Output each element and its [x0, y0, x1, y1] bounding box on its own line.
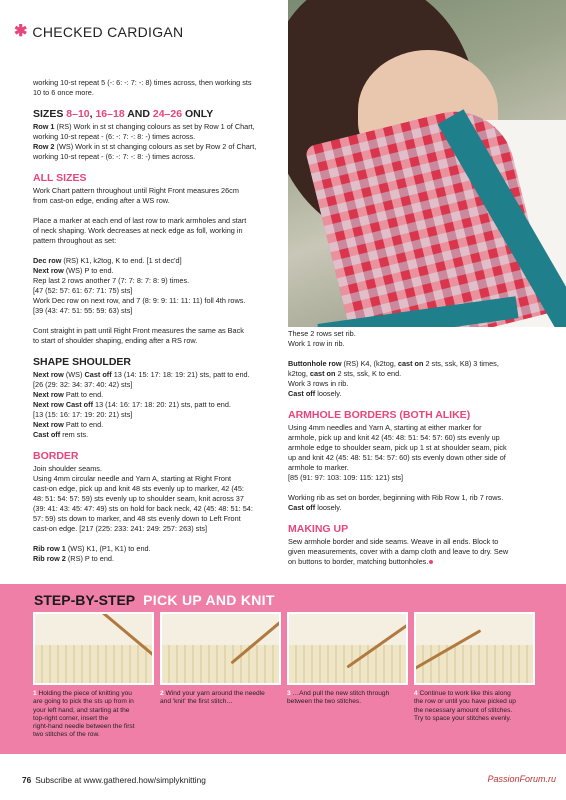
step-1-caption: 1 Holding the piece of knitting you are going to pick the sts up from in your left hand, and starting at the top-right corner, insert the right-hand needle between the first two stitches of the row.	[33, 690, 135, 739]
step-2-photo	[160, 612, 281, 685]
step-1-photo	[33, 612, 154, 685]
step-4-caption: 4 Continue to work like this along the row or until you have picked up the necessary amount of stitches. Try to space your stitches evenly.	[414, 690, 516, 722]
right-column	[288, 329, 554, 567]
watermark: PassionForum.ru	[487, 774, 556, 784]
step-2-caption: 2 Wind your yarn around the needle and 'knit' the first stitch…	[160, 690, 265, 706]
buttonhole-rows: Buttonhole row (RS) K4, (k2tog, cast on 2 sts, ssk, K8) 3 times, k2tog, cast on 2 sts, ssk, K to end. Work 3 rows in rib. Cast off loosely.	[288, 359, 499, 398]
left-column	[33, 78, 283, 564]
border-heading: BORDER	[33, 450, 79, 462]
all-sizes-p2: Place a marker at each end of last row to mark armholes and start of neck shaping. Work decreases at neck edge as foll, working in pattern throughout as set:	[33, 216, 247, 245]
border-paragraph: Join shoulder seams. Using 4mm circular needle and Yarn A, starting at Right Front cast-on edge, pick up and knit 48 sts evenly up to marker, 42 (45: 48: 51: 54: 57: 59) sts evenly up to shoulder seam, knit across 37 (39: 41: 43: 45: 47: 49) sts on hold for back neck, 42 (45: 48: 51: 54: 57: 59) sts down to marker, and 48 sts evenly down to Left Front cast-on edge. [217 (225: 233: 241: 249: 257: 263) sts]	[33, 464, 253, 533]
page-header	[14, 22, 183, 42]
all-sizes-p1: Work Chart pattern throughout until Right Front measures 26cm from cast-on edge, ending after a WS row.	[33, 186, 239, 205]
page-number: 76	[22, 775, 32, 785]
working-rib-paragraph: Working rib as set on border, beginning with Rib Row 1, rib 7 rows. Cast off loosely.	[288, 493, 504, 512]
intro-paragraph	[33, 78, 283, 98]
sizes-row1: Row 1 (RS) Work in st st changing colours as set by Row 1 of Chart, working 10-st repeat - (6: -: 7: -: 8: -) times across.	[33, 122, 255, 141]
sizes-heading: SIZES 8–10, 16–18 AND 24–26 ONLY	[33, 108, 214, 120]
page-footer	[22, 775, 206, 785]
cont-paragraph: Cont straight in patt until Right Front measures the same as Back to start of shoulder shaping, ending after a RS row.	[33, 326, 244, 345]
rib-rows: Rib row 1 (WS) K1, (P1, K1) to end. Rib row 2 (RS) P to end.	[33, 544, 151, 563]
making-up-paragraph: Sew armhole border and side seams. Weave in all ends. Block to given measurements, cover with a damp cloth and leave to dry. Sew on buttons to border, matching buttonholes.	[288, 537, 509, 566]
step-4-photo	[414, 612, 535, 685]
end-mark-icon	[429, 560, 433, 564]
step-3-photo	[287, 612, 408, 685]
step-by-step-title: STEP-BY-STEP PICK UP AND KNIT	[34, 592, 275, 608]
subscribe-link[interactable]: Subscribe at www.gathered.how/simplyknitting	[35, 775, 206, 785]
dec-rows: Dec row (RS) K1, k2tog, K to end. [1 st dec'd] Next row (WS) P to end. Rep last 2 rows another 7 (7: 7: 8: 7: 8: 9) times. [47 (52: 57: 61: 67: 71: 75) sts] Work Dec row on next row, and 7 (8: 9: 9: 11: 11: 11) foll 4th rows. [39 (43: 47: 51: 55: 59: 63) sts]	[33, 256, 246, 315]
asterisk-icon: ✱	[14, 23, 28, 40]
shape-shoulder-heading: SHAPE SHOULDER	[33, 356, 132, 368]
shoulder-rows: Next row (WS) Cast off 13 (14: 15: 17: 18: 19: 21) sts, patt to end. [26 (29: 32: 34: 37: 40: 42) sts] Next row Patt to end. Next row Cast off 13 (14: 16: 17: 18: 20: 21) sts, patt to end. [13 (15: 16: 17: 19: 20: 21) sts] Next row Patt to end. Cast off rem sts.	[33, 370, 250, 439]
making-up-heading: MAKING UP	[288, 523, 349, 535]
armhole-paragraph: Using 4mm needles and Yarn A, starting at either marker for armhole, pick up and knit 42 (45: 48: 51: 54: 57: 60) sts evenly up armhole edge to shoulder seam, pick up 1 st at shoulder seam, pick up and knit 42 (45: 48: 51: 54: 57: 60) sts evenly down other side of armhole to marker. [85 (91: 97: 103: 109: 115: 121) sts]	[288, 423, 507, 482]
text-line: 10 to 6 once more.	[33, 88, 94, 97]
cardigan-photo	[288, 0, 566, 327]
pattern-title: CHECKED CARDIGAN	[32, 24, 184, 40]
armhole-heading: ARMHOLE BORDERS (BOTH ALIKE)	[288, 409, 471, 421]
step-3-caption: 3 …And pull the new stitch through between the two stitches.	[287, 690, 390, 706]
rib-set-paragraph: These 2 rows set rib. Work 1 row in rib.	[288, 329, 356, 348]
all-sizes-heading: ALL SIZES	[33, 172, 87, 184]
sizes-row2: Row 2 (WS) Work in st st changing colours as set by Row 2 of Chart, working 10-st repeat - (6: -: 7: -: 8: -) times across.	[33, 142, 257, 161]
text-line: working 10-st repeat 5 (-: 6: -: 7: -: 8) times across, then working sts	[33, 78, 252, 87]
